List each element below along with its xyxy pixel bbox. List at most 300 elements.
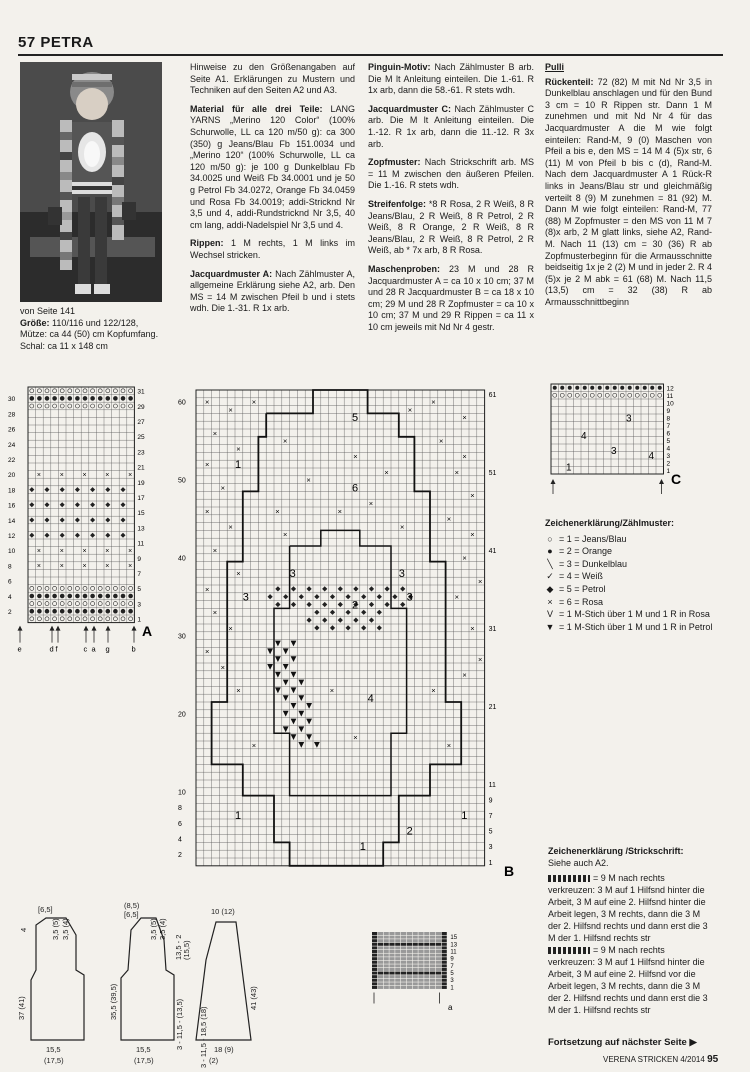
chart-a-dot [129, 389, 133, 393]
chart-b-x: × [228, 522, 233, 532]
chart-a-diamond [45, 502, 50, 507]
zopf-cell [401, 936, 406, 939]
zopf-cell [384, 972, 389, 975]
zopf-cell [395, 957, 400, 960]
chart-a-dot [45, 404, 49, 408]
zopf-cell [430, 968, 435, 971]
chart-a-row-number: 12 [8, 533, 16, 540]
legend-symbol-icon: ▼ [545, 621, 555, 632]
chart-b-diamond [330, 610, 335, 615]
zopf-cell [407, 975, 412, 978]
chart-a-dot [45, 586, 49, 590]
chart-a-x: × [59, 471, 64, 479]
caption-scarf: Schal: ca 11 x 148 cm [20, 340, 108, 351]
chart-b-zone-number: 3 [242, 591, 249, 604]
chart-a-dot [60, 404, 64, 408]
chart-a-dot [30, 396, 34, 400]
chart-b-diamond [369, 602, 374, 607]
chart-a-x: × [36, 471, 41, 479]
zopf-cell [384, 943, 389, 946]
chart-a-diamond [90, 518, 95, 523]
chart-a-row-number: 22 [8, 457, 16, 464]
chart-b-row-number: 41 [488, 547, 497, 555]
chart-b-diamond [322, 618, 327, 623]
chart-c-dot [650, 386, 654, 390]
chart-a-dot [60, 396, 64, 400]
zopf-row-number: 11 [450, 949, 457, 956]
chart-b-triangle [306, 703, 312, 709]
chart-b-x: × [478, 655, 483, 664]
chart-a-dot [121, 609, 125, 613]
chart-b-triangle [283, 695, 289, 701]
legend-item-text: = 1 = Jeans/Blau [559, 533, 627, 544]
chart-a-dot [37, 389, 41, 393]
chart-c-dot [613, 393, 617, 397]
chart-a-row-number: 18 [8, 487, 16, 495]
zopf-cell [389, 932, 394, 935]
chart-b-zone-number: 1 [235, 810, 242, 822]
chart-a-dot [91, 602, 95, 606]
chart-a-dot [98, 586, 102, 590]
chart-c-row-number: 1 [666, 468, 671, 475]
instructions-column-3 [545, 62, 712, 315]
zopf-cell [384, 979, 389, 982]
chart-a-row-number: 15 [137, 510, 145, 518]
chart-b-x: × [228, 405, 233, 415]
s2-h1: 13,5 - 2 [174, 934, 183, 960]
chart-a-x: × [128, 547, 133, 555]
zopf-cell [384, 950, 389, 953]
chart-a-dot [91, 609, 95, 613]
zopf-cell [372, 936, 377, 939]
zopf-cell [442, 943, 447, 946]
chart-b-zone-number: 1 [461, 810, 468, 822]
zopf-cell [389, 946, 394, 949]
intro-text: Hinweise zu den Größenangaben auf Seite A1. Erklärungen zu Mustern und Techniken auf den Seiten A2 und A3. [190, 62, 355, 96]
zopf-cell [436, 968, 441, 971]
chart-a-arrow-label: b [131, 644, 136, 654]
zopf-cell [436, 943, 441, 946]
chart-a-arrow-label: d [49, 644, 54, 654]
chart-a-dot [45, 609, 49, 613]
chart-a-dot [68, 609, 72, 613]
zopf-cell [418, 986, 423, 989]
chart-c-dot [658, 393, 662, 397]
chart-a-dot [91, 396, 95, 400]
chart-a-dot [37, 404, 41, 408]
chart-b-x: × [236, 686, 241, 696]
zopf-cell [424, 961, 429, 964]
chart-a-arrow-label: e [17, 644, 22, 654]
chart-a-x: × [128, 471, 133, 479]
chart-b-diamond [377, 610, 382, 615]
zopf-cell [413, 986, 418, 989]
chart-b-diamond [392, 594, 397, 599]
zopf-cell [430, 936, 435, 939]
zopf-cell [413, 964, 418, 967]
zopf-cell [372, 943, 377, 946]
s1-v2: 3,5 (4) [61, 918, 70, 940]
zopf-cell [413, 932, 418, 935]
chart-a-row-number: 11 [137, 540, 145, 548]
zopf-cell [436, 961, 441, 964]
chart-b-x: × [212, 428, 218, 438]
chart-a-dot [68, 389, 72, 393]
chart-a-dot [68, 396, 72, 400]
chart-a-dot [83, 389, 87, 393]
chart-a-dot [53, 389, 57, 393]
zopf-cell [389, 943, 394, 946]
chart-b-x: × [454, 467, 459, 477]
chart-b-x: × [251, 740, 257, 750]
zopf-cell [442, 972, 447, 975]
zopf-cell [442, 979, 447, 982]
chart-a-dot [106, 602, 110, 606]
zopf-cell [401, 972, 406, 975]
legend-item-text: = 6 = Rosa [559, 596, 604, 607]
zopf-cell [407, 979, 412, 982]
zopf-cell [372, 961, 377, 964]
zopf-cell [413, 979, 418, 982]
zopf-cell [395, 932, 400, 935]
zopf-row-number: 1 [450, 985, 454, 992]
chart-a-diamond [29, 502, 34, 507]
zopf-cell [401, 968, 406, 971]
continue-note: Fortsetzung auf nächster Seite ▶ [548, 1037, 697, 1048]
chart-b-triangle [283, 680, 289, 686]
chart-a-row-number: 6 [8, 578, 12, 586]
chart-b-diamond [275, 586, 280, 591]
caption-sizes: Größe: 110/116 und 122/128, [20, 317, 139, 328]
material-text: Material für alle drei Teile: LANG YARNS „Merino 120 Color“ (100% Schurwolle, LL ca 120 m/50 g): ca 300 (350) g Jeans/Blau Fb 151.0034 und „Merino 120“ (100% Schurwolle, LL ca 120 m/50 g): je 100 g Dunkelblau Fb 34.0025 und Weiß Fb 34.0001 und je 50 g Petrol Fb 34.0272, Orange Fb 34.0459 und Rosa Fb 34.0019; addi-Stricknd Nr 3,5 und 4, addi-Rundstricknd Nr 3,5, 40 cm lang, addi-Nadelspiel Nr 3,5 und 4. [190, 103, 355, 230]
chart-b-x: × [431, 686, 436, 696]
zopf-cell [378, 975, 383, 978]
chart-a-dot [68, 594, 72, 598]
chart-b-x: × [205, 506, 210, 516]
chart-b-x: × [439, 436, 444, 446]
cable-right-icon [548, 875, 590, 882]
chart-a-dot [129, 586, 133, 590]
chart-b-x: × [337, 506, 342, 516]
chart-a-row-number: 26 [8, 426, 16, 434]
chart-b-row-number: 20 [178, 711, 186, 719]
zopf-cell [378, 950, 383, 953]
chart-b-diamond [377, 625, 382, 630]
chart-c-label: C [671, 471, 682, 487]
chart-c-dot [628, 393, 632, 397]
chart-a-diamond [75, 487, 80, 492]
chart-b-row-number: 10 [178, 789, 186, 797]
chart-b-diamond [275, 602, 280, 607]
zopf-row-number: 13 [450, 942, 458, 949]
chart-b-diamond [369, 586, 374, 591]
chart-a-dot [45, 594, 49, 598]
chart-a-row-number: 27 [137, 419, 145, 426]
zopf-cell [424, 954, 429, 957]
chart-b-triangle [275, 672, 281, 678]
chart-c-dot [590, 386, 594, 390]
zopf-cell [389, 936, 394, 939]
chart-a-diamond [45, 487, 50, 492]
zopf-cell [378, 961, 383, 964]
zopf-cell [395, 968, 400, 971]
chart-a-dot [113, 594, 117, 598]
chart-c-dot [605, 386, 609, 390]
zopf-cell [401, 946, 406, 949]
zopf-cell [372, 968, 377, 971]
zopf-cell [407, 943, 412, 946]
zopf-row-number: 9 [450, 956, 454, 963]
zopf-cell [384, 932, 389, 935]
chart-b-x: × [228, 623, 233, 633]
zopf-cell [430, 979, 435, 982]
chart-a-dot [83, 404, 87, 408]
zopf-cell [430, 964, 435, 967]
zopf-cell [378, 943, 383, 946]
chart-b-row-number: 21 [488, 703, 497, 711]
chart-b-x: × [236, 444, 241, 454]
zopf-cell [424, 932, 429, 935]
chart-b-row-number: 1 [488, 859, 493, 867]
chart-a-diamond [105, 518, 110, 523]
chart-a-x: × [59, 563, 64, 571]
chart-b-row-number: 40 [178, 555, 186, 563]
chart-b-row-number: 60 [178, 399, 186, 407]
chart-a-dot [75, 396, 79, 400]
chart-c-dot [620, 386, 624, 390]
zopf-cell [418, 939, 423, 942]
chart-a-dot [60, 594, 64, 598]
zopf-cell [430, 961, 435, 964]
chart-c-dot [635, 386, 639, 390]
chart-a-dot [129, 602, 133, 606]
zopf-cell [378, 982, 383, 985]
chart-c-zone-number: 1 [566, 462, 572, 474]
chart-b-x: × [220, 483, 225, 493]
zopf-cell [413, 946, 418, 949]
s1-w2: (17,5) [44, 1056, 64, 1065]
chart-a-dot [113, 609, 117, 613]
streifen-text: Streifenfolge: *8 R Rosa, 2 R Weiß, 8 R Jeans/Blau, 2 R Weiß, 8 R Petrol, 2 R Weiß, 8 R Orange, 2 R Weiß, 8 R Jeans/Blau, 2 R Weiß, 8 R Petrol, 2 R Weiß, ab * 7x arb, 8 R Rosa. [368, 198, 534, 256]
chart-a-row-number: 5 [137, 586, 142, 594]
rippen-text: Rippen: 1 M rechts, 1 M links im Wechsel stricken. [190, 238, 355, 260]
legend-item [545, 558, 715, 571]
zopf-cell [436, 964, 441, 967]
chart-c-dot [560, 393, 564, 397]
chart-b-x: × [220, 662, 225, 672]
zopf-cell [436, 982, 441, 985]
zopf-cell [372, 975, 377, 978]
caption-hat: Mütze: ca 44 (50) cm Kopfumfang. [20, 329, 159, 339]
chart-a-diamond [121, 533, 126, 538]
chart-b-triangle [275, 656, 281, 662]
zopf-cell [372, 939, 377, 942]
zopf-cell [413, 961, 418, 964]
chart-c-row-number: 11 [666, 393, 674, 400]
chart-a-dot [83, 602, 87, 606]
zopf-cell [389, 972, 394, 975]
chart-b-x: × [462, 452, 467, 462]
chart-a-dot [75, 586, 79, 590]
legend-zaehlmuster [545, 517, 715, 633]
zopf-cell [389, 939, 394, 942]
chart-a-dot [60, 389, 64, 393]
chart-c-dot [568, 393, 572, 397]
chart-b-row-number: 7 [488, 813, 493, 820]
chart-c-row-number: 4 [666, 445, 671, 453]
s1-v1: 3,5 (5) [51, 918, 60, 940]
legend-item-text: = 1 M-Stich über 1 M und 1 R in Petrol [559, 621, 713, 632]
chart-b-diamond [353, 586, 358, 591]
zopf-cell [418, 968, 423, 971]
chart-a-dot [113, 404, 117, 408]
zopf-cell [395, 986, 400, 989]
chart-a-diamond [60, 487, 65, 492]
chart-a-dot [45, 396, 49, 400]
chart-a-dot [121, 602, 125, 606]
zopf-cell [436, 986, 441, 989]
zopf-cell [424, 975, 429, 978]
chart-a-dot [113, 617, 117, 621]
chart-a-row-number: 29 [137, 403, 145, 411]
chart-a-dot [98, 396, 102, 400]
zopf-cell [378, 979, 383, 982]
chart-a-diamond [75, 502, 80, 507]
chart-b-triangle [291, 656, 297, 662]
chart-b-diamond [322, 586, 327, 591]
chart-a-diamond [90, 487, 95, 492]
chart-a-dot [30, 389, 34, 393]
chart-a-dot [53, 602, 57, 606]
chart-a-dot [37, 396, 41, 400]
zopf-cell [384, 954, 389, 957]
zopf-cell [418, 961, 423, 964]
chart-b-triangle [298, 711, 304, 717]
chart-a-x: × [105, 563, 110, 571]
zopf-cell [430, 954, 435, 957]
zopf-cell [442, 957, 447, 960]
chart-a-arrow-label: c [83, 644, 88, 654]
zopf-cell [418, 982, 423, 985]
zopf-cell [378, 932, 383, 935]
cable1-text: = 9 M nach rechts verkreuzen: 3 M auf 1 Hilfsnd hinter die Arbeit, 3 M auf eine 2. Hilfsnd hinter die Arbeit legen, 3 M rechts, dann die 3 M der 2. Hilfsnd rechts und dann erst die 3 M der 1. Hilfsnd rechts str [548, 873, 708, 943]
zopf-cell [395, 946, 400, 949]
zopf-row-number: 15 [450, 935, 458, 942]
chart-a-dot [83, 396, 87, 400]
zopf-cell [424, 950, 429, 953]
chart-b-zone-number: 3 [398, 568, 405, 581]
zopf-cell [413, 936, 418, 939]
zopf-cell [413, 954, 418, 957]
chart-b-triangle [291, 734, 297, 740]
chart-c-dot [583, 393, 587, 397]
chart-a-dot [98, 404, 102, 408]
zopf-cell [424, 982, 429, 985]
chart-a-dot [129, 617, 133, 621]
chart-b-diamond [322, 602, 327, 607]
zopf-text: Zopfmuster: Nach Strickschrift arb. MS = 11 M zwischen den äußeren Pfeilen. Die 1.-16. R stets wdh. [368, 157, 534, 191]
chart-a-dot [129, 404, 133, 408]
chart-a-diamond [105, 487, 110, 492]
zopf-cell [424, 972, 429, 975]
zopf-cell [413, 943, 418, 946]
chart-b-zone-number: 3 [289, 568, 296, 581]
chart-b-diamond [400, 602, 405, 607]
chart-a-row-number: 30 [8, 396, 16, 404]
zopf-cell [389, 964, 394, 967]
chart-a-diamond [121, 502, 126, 507]
chart-b-diamond [314, 625, 319, 630]
chart-b-triangle [291, 703, 297, 709]
chart-a-dot [113, 602, 117, 606]
chart-b-diamond [346, 625, 351, 630]
chart-c-dot [613, 386, 617, 390]
zopf-cell [424, 968, 429, 971]
chart-b-row-number: 5 [488, 828, 493, 836]
legend-symbol-icon: ╲ [547, 558, 553, 569]
jacquard-a-text: Jacquardmuster A: Nach Zählmuster A, allgemeine Erklärung siehe A2, arb. Den MS = 14 M zwischen Pfeil b und i stets wdh. Die 1.-31. R 1x arb. [190, 268, 355, 314]
zopf-cell [407, 954, 412, 957]
chart-b-x: × [470, 530, 475, 540]
chart-a-x: × [36, 563, 41, 571]
zopf-cell [401, 943, 406, 946]
chart-a-dot [91, 594, 95, 598]
s3-h2: 3 - 11,5 - 18,5 (18) [199, 1006, 208, 1068]
zopf-cell [384, 939, 389, 942]
chart-c-row-number: 5 [666, 438, 671, 445]
chart-c-dot [620, 393, 624, 397]
chart-b-triangle [267, 648, 273, 654]
chart-b-diamond [338, 618, 343, 623]
chart-a-row-number: 28 [8, 411, 16, 419]
chart-a-dot [106, 609, 110, 613]
legend-item [545, 608, 715, 621]
s2-top: (8,5) [124, 901, 140, 910]
zopf-cell [407, 957, 412, 960]
chart-a-row-number: 3 [137, 601, 142, 609]
s3-h: 41 (43) [249, 986, 258, 1010]
chart-c-dot [598, 386, 602, 390]
chart-b-x: × [353, 733, 358, 742]
zopf-cell [407, 982, 412, 985]
legend-symbol-icon: ● [547, 546, 553, 557]
chart-b-zone-number: 1 [359, 841, 366, 854]
chart-a-dot [83, 609, 87, 613]
chart-b-diamond [361, 610, 366, 615]
chart-b-x: × [407, 405, 413, 415]
chart-a-dot [30, 594, 34, 598]
zopf-cell [436, 939, 441, 942]
chart-b-x: × [275, 506, 280, 516]
zopf-cell [389, 961, 394, 964]
chart-b-diamond [353, 618, 358, 623]
chart-c-row-number: 10 [666, 400, 674, 408]
chart-a-dot [68, 586, 72, 590]
zopf-cell [372, 982, 377, 985]
zopf-cell [413, 950, 418, 953]
zopf-cell [395, 961, 400, 964]
zopf-cell [442, 932, 447, 935]
chart-a-diamond [121, 487, 126, 492]
zopf-cell [401, 986, 406, 989]
photo-caption [20, 306, 170, 352]
chart-a-diamond [75, 533, 80, 538]
zopf-cell [407, 972, 412, 975]
chart-a-dot [106, 586, 110, 590]
zopf-cell [372, 986, 377, 989]
chart-c-dot [643, 393, 647, 397]
legend-item [545, 545, 715, 558]
